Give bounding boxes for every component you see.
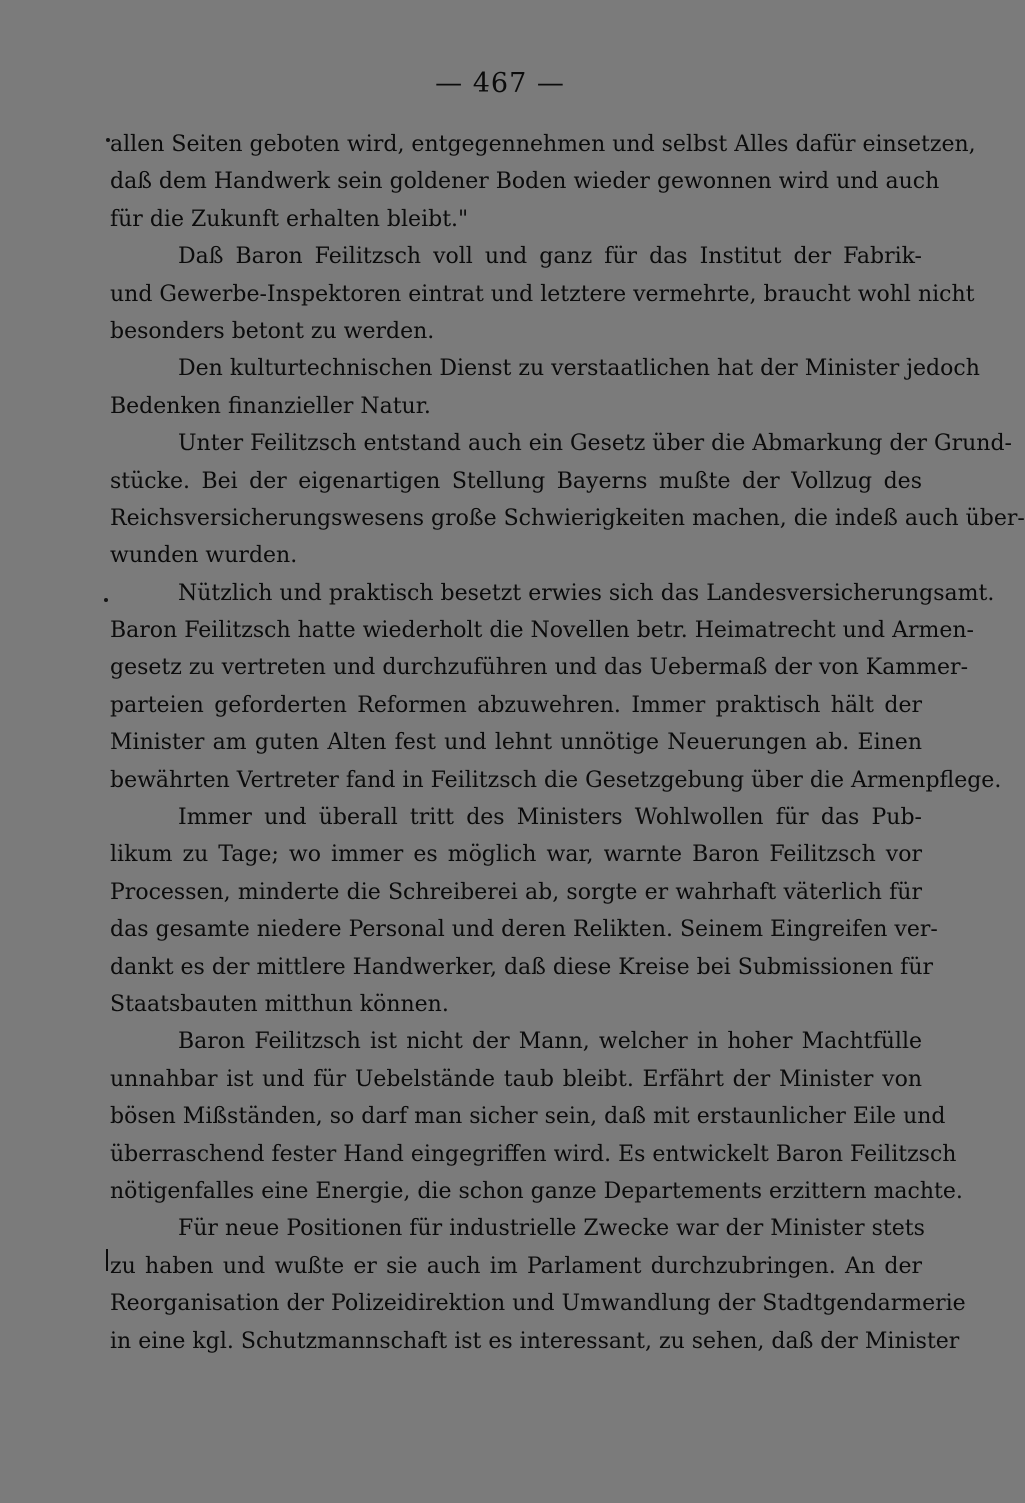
- paragraph-6: [110, 799, 938, 1023]
- text-line: besonders betont zu werden.: [110, 318, 435, 344]
- text-line: likum zu Tage; wo immer es möglich war, warnte Baron Feilitzsch vor: [110, 842, 922, 868]
- paragraph-1: [110, 126, 976, 238]
- margin-line-mark: [106, 1249, 108, 1271]
- text-line: nötigenfalles eine Energie, die schon ganze Departements erzittern machte.: [110, 1178, 963, 1204]
- margin-speck: [104, 598, 108, 602]
- text-line: stücke. Bei der eigenartigen Stellung Bayerns mußte der Vollzug des: [110, 468, 922, 494]
- text-line: und Gewerbe-Inspektoren eintrat und letztere vermehrte, braucht wohl nicht: [110, 281, 975, 307]
- text-line: das gesamte niedere Personal und deren Relikten. Seinem Eingreifen ver-: [110, 917, 938, 943]
- text-line: überraschend fester Hand eingegriffen wird. Es entwickelt Baron Feilitzsch: [110, 1141, 957, 1167]
- paragraph-5: [110, 575, 1002, 799]
- text-line: unnahbar ist und für Uebelstände taub bleibt. Erfährt der Minister von: [110, 1066, 922, 1092]
- text-line: Daß Baron Feilitzsch voll und ganz für das Institut der Fabrik-: [178, 244, 922, 270]
- paragraph-8: [110, 1210, 966, 1360]
- text-line: für die Zukunft erhalten bleibt.": [110, 206, 469, 232]
- text-line: Minister am guten Alten fest und lehnt unnötige Neuerungen ab. Einen: [110, 730, 922, 756]
- text-line: in eine kgl. Schutzmannschaft ist es interessant, zu sehen, daß der Minister: [110, 1328, 960, 1354]
- text-line: Reorganisation der Polizeidirektion und Umwandlung der Stadtgendarmerie: [110, 1291, 966, 1317]
- text-line: Immer und überall tritt des Ministers Wohlwollen für das Pub-: [178, 805, 922, 831]
- paragraph-4: [110, 425, 1025, 575]
- text-line: Staatsbauten mitthun können.: [110, 991, 449, 1017]
- text-line: dankt es der mittlere Handwerker, daß diese Kreise bei Submissionen für: [110, 954, 934, 980]
- text-line: Baron Feilitzsch ist nicht der Mann, welcher in hoher Machtfülle: [178, 1029, 922, 1055]
- text-line: Unter Feilitzsch entstand auch ein Gesetz über die Abmarkung der Grund-: [178, 431, 1012, 457]
- text-line: wunden wurden.: [110, 543, 298, 569]
- paragraph-3: [110, 350, 980, 425]
- text-line: Baron Feilitzsch hatte wiederholt die Novellen betr. Heimatrecht und Armen-: [110, 618, 974, 644]
- text-line: Bedenken finanzieller Natur.: [110, 393, 431, 419]
- text-line: daß dem Handwerk sein goldener Boden wieder gewonnen wird und auch: [110, 169, 940, 195]
- text-line: Nützlich und praktisch besetzt erwies sich das Landesversicherungsamt.: [178, 580, 995, 606]
- text-line: allen Seiten geboten wird, entgegennehmen und selbst Alles dafür einsetzen,: [110, 132, 976, 157]
- body-text: [110, 126, 1025, 1360]
- page-number: — 467 —: [435, 68, 565, 99]
- text-line: parteien geforderten Reformen abzuwehren. Immer praktisch hält der: [110, 692, 922, 718]
- text-line: Reichsversicherungswesens große Schwierigkeiten machen, die indeß auch über-: [110, 505, 1025, 531]
- text-line: bewährten Vertreter fand in Feilitzsch die Gesetzgebung über die Armenpflege.: [110, 767, 1002, 793]
- paragraph-7: [110, 1023, 963, 1210]
- text-line: Processen, minderte die Schreiberei ab, sorgte er wahrhaft väterlich für: [110, 879, 922, 905]
- text-line: bösen Mißständen, so darf man sicher sein, daß mit erstaunlicher Eile und: [110, 1104, 946, 1130]
- text-line: gesetz zu vertreten und durchzuführen und das Uebermaß der von Kammer-: [110, 655, 968, 681]
- text-line: zu haben und wußte er sie auch im Parlament durchzubringen. An der: [110, 1253, 922, 1279]
- paragraph-2: [110, 238, 975, 350]
- text-line: Den kulturtechnischen Dienst zu verstaatlichen hat der Minister jedoch: [178, 356, 980, 382]
- text-line: Für neue Positionen für industrielle Zwecke war der Minister stets: [178, 1216, 925, 1242]
